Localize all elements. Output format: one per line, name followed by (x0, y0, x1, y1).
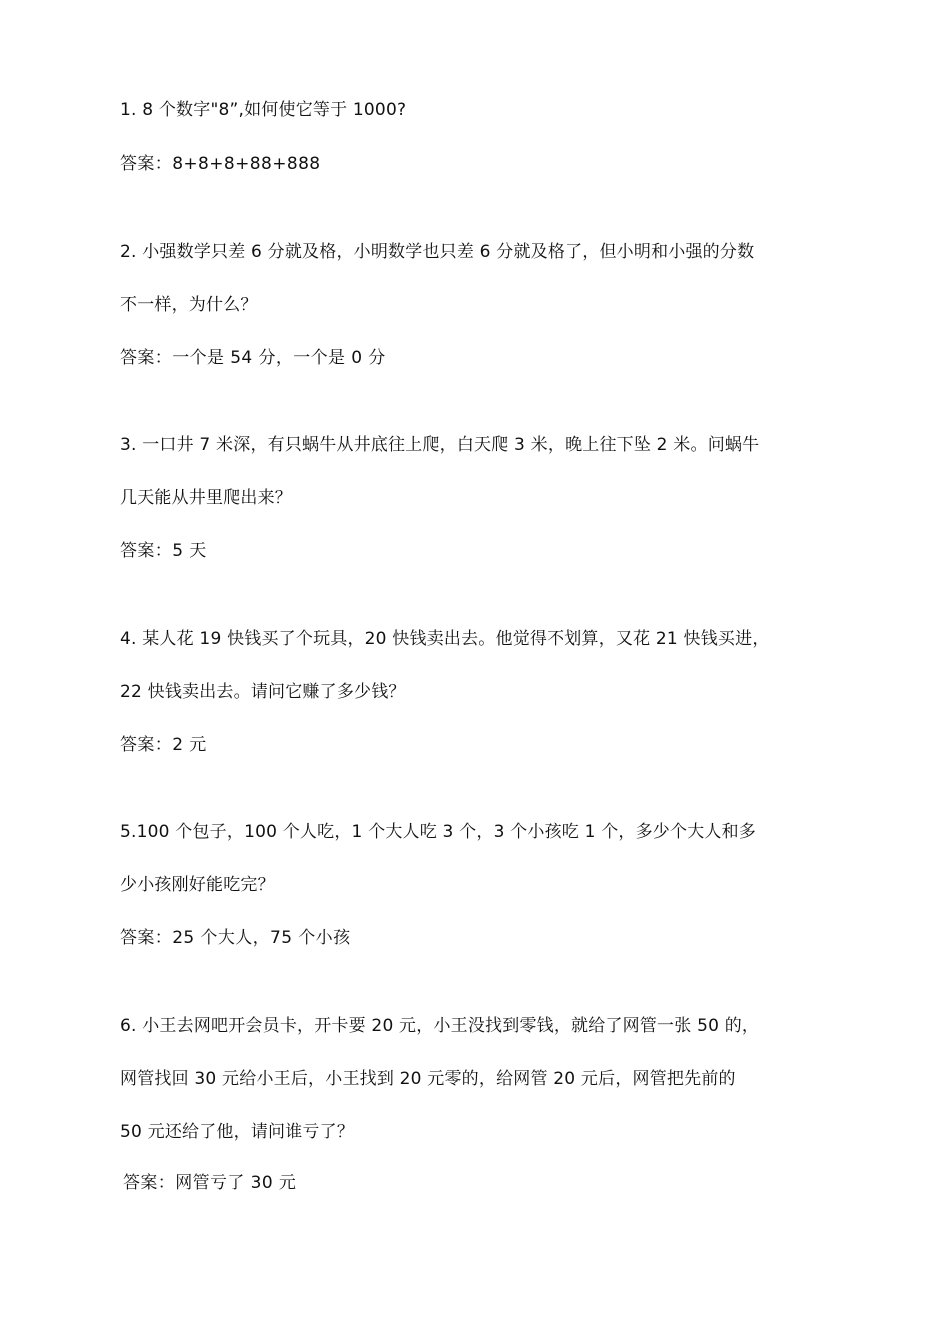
question-5-line-2: 少小孩刚好能吃完？ (120, 875, 275, 895)
question-1-line-1: 1. 8 个数字"8”,如何使它等于 1000? (120, 100, 407, 120)
answer-1: 答案：8+8+8+88+888 (120, 154, 321, 174)
question-2-line-2: 不一样，为什么？ (120, 295, 258, 315)
question-4-line-1: 4. 某人花 19 快钱买了个玩具，20 快钱卖出去。他觉得不划算，又花 21 快钱买进， (120, 629, 770, 649)
question-6-line-3: 50 元还给了他，请问谁亏了？ (120, 1122, 355, 1142)
answer-2: 答案：一个是 54 分，一个是 0 分 (120, 348, 386, 368)
question-2-line-1: 2. 小强数学只差 6 分就及格，小明数学也只差 6 分就及格了，但小明和小强的分数 (120, 242, 755, 262)
question-6-line-1: 6. 小王去网吧开会员卡，开卡要 20 元，小王没找到零钱，就给了网管一张 50 的， (120, 1016, 760, 1036)
question-5-line-1: 5.100 个包子，100 个人吃，1 个大人吃 3 个，3 个小孩吃 1 个，多少个大人和多 (120, 822, 757, 842)
answer-5: 答案：25 个大人，75 个小孩 (120, 928, 351, 948)
question-3-line-1: 3. 一口井 7 米深，有只蜗牛从井底往上爬，白天爬 3 米，晚上往下坠 2 米。问蜗牛 (120, 435, 760, 455)
answer-3: 答案：5 天 (120, 541, 207, 561)
answer-4: 答案：2 元 (120, 735, 207, 755)
answer-6: 答案：网管亏了 30 元 (123, 1173, 297, 1193)
question-3-line-2: 几天能从井里爬出来？ (120, 488, 292, 508)
question-4-line-2: 22 快钱卖出去。请问它赚了多少钱？ (120, 682, 406, 702)
question-6-line-2: 网管找回 30 元给小王后，小王找到 20 元零的，给网管 20 元后，网管把先前的 (120, 1069, 736, 1089)
